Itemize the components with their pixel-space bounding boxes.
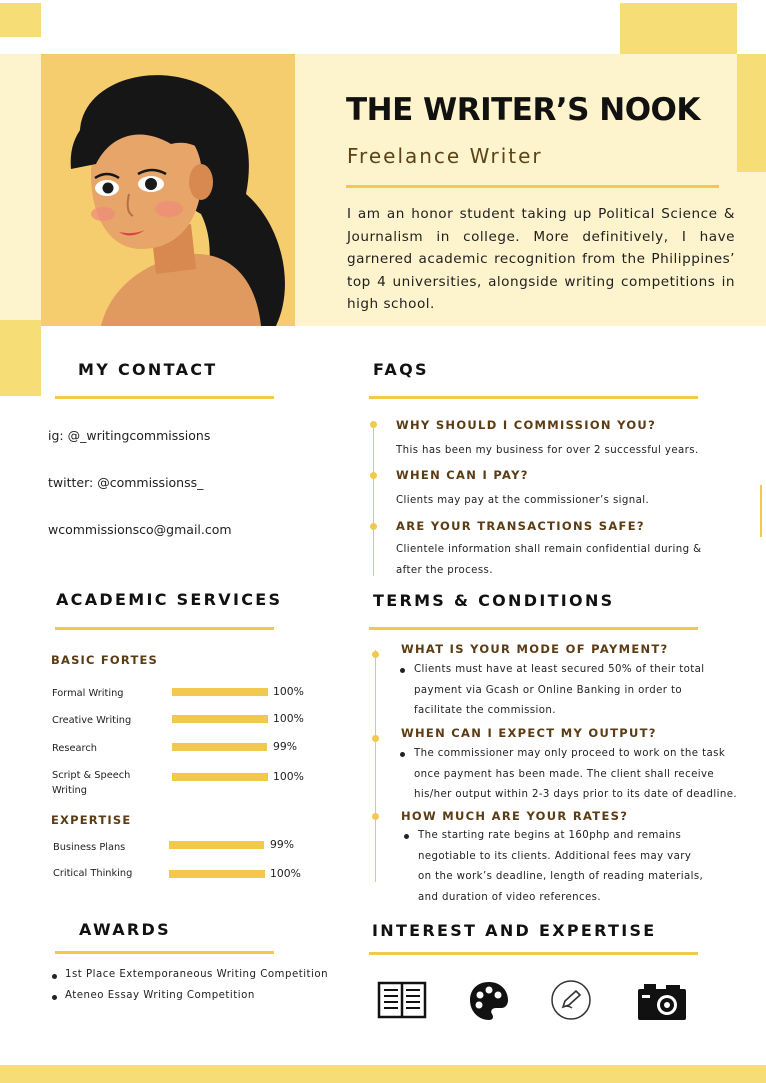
portrait <box>41 54 295 326</box>
faq-question: WHY SHOULD I COMMISSION YOU? <box>396 418 657 432</box>
skill-bar <box>172 743 267 751</box>
intro-paragraph: I am an honor student taking up Political Science & Journalism in college. More definitively, I have garnered academic recognition from the Philippines’ top 4 universities, alongside writing competitions in high school. <box>347 206 735 312</box>
academic-divider <box>55 627 274 630</box>
skill-percent: 100% <box>273 685 304 698</box>
skill-percent: 99% <box>273 740 297 753</box>
skill-percent: 99% <box>270 838 294 851</box>
interests-heading: INTEREST AND EXPERTISE <box>372 921 657 940</box>
decor-block-top-right <box>620 3 737 54</box>
portrait-illustration <box>41 54 295 326</box>
skill-percent: 100% <box>273 712 304 725</box>
faq-answer: Clientele information shall remain confidential during & <box>396 544 702 555</box>
terms-line: The commissioner may only proceed to work on the task <box>399 744 737 765</box>
faq-dot <box>370 472 377 479</box>
skill-label: Script & Speech Writing <box>52 770 131 796</box>
expertise-heading: EXPERTISE <box>51 813 132 827</box>
award-item: Ateneo Essay Writing Competition <box>52 990 255 1001</box>
terms-answer <box>403 826 703 908</box>
faq-dot <box>370 523 377 530</box>
terms-divider <box>369 627 698 630</box>
faq-dot <box>370 421 377 428</box>
terms-answer <box>399 660 705 722</box>
page-title: THE WRITER’S NOOK <box>346 92 700 128</box>
terms-timeline <box>375 650 376 882</box>
contact-email: wcommissionsco@gmail.com <box>48 522 232 537</box>
terms-line: and duration of video references. <box>418 891 602 903</box>
academic-heading: ACADEMIC SERVICES <box>56 590 283 609</box>
skill-percent: 100% <box>273 770 304 783</box>
skill-label: Critical Thinking <box>53 868 133 879</box>
terms-dot <box>372 813 379 820</box>
skill-percent: 100% <box>270 867 301 880</box>
terms-question: WHEN CAN I EXPECT MY OUTPUT? <box>401 726 657 740</box>
skill-bar <box>172 688 268 696</box>
skill-label: Formal Writing <box>52 688 124 699</box>
faq-answer: This has been my business for over 2 successful years. <box>396 445 699 456</box>
terms-dot <box>372 735 379 742</box>
terms-question: WHAT IS YOUR MODE OF PAYMENT? <box>401 642 669 656</box>
contact-divider <box>55 396 274 399</box>
skill-bar <box>169 870 265 878</box>
skill-bar <box>172 715 268 723</box>
terms-line: once payment has been made. The client shall receive <box>414 768 715 780</box>
decor-block-right <box>737 54 766 172</box>
contact-heading: MY CONTACT <box>78 360 218 379</box>
terms-line: his/her output within 2-3 days prior to its date of deadline. <box>414 789 738 801</box>
header-divider <box>346 185 719 188</box>
faq-question: ARE YOUR TRANSACTIONS SAFE? <box>396 519 645 533</box>
awards-heading: AWARDS <box>79 920 171 939</box>
faqs-heading: FAQS <box>373 360 429 379</box>
terms-heading: TERMS & CONDITIONS <box>373 591 615 610</box>
skill-bar <box>172 773 268 781</box>
terms-question: HOW MUCH ARE YOUR RATES? <box>401 809 629 823</box>
skill-label: Creative Writing <box>52 715 132 726</box>
interests-divider <box>369 952 698 955</box>
palette-icon <box>468 980 510 1022</box>
terms-line: negotiable to its clients. Additional fees may vary <box>418 850 692 862</box>
scroll-indicator <box>760 485 762 537</box>
faqs-divider <box>369 396 698 399</box>
camera-icon <box>636 980 688 1022</box>
terms-line: facilitate the commission. <box>414 705 556 717</box>
skill-bar <box>169 841 264 849</box>
pen-icon <box>550 979 592 1021</box>
faqs-timeline <box>373 424 374 576</box>
terms-line: payment via Gcash or Online Banking in order to <box>414 684 682 696</box>
skill-label: Business Plans <box>53 842 126 853</box>
terms-line: Clients must have at least secured 50% of their total <box>399 660 705 681</box>
terms-dot <box>372 651 379 658</box>
book-icon <box>377 980 427 1020</box>
basic-fortes-heading: BASIC FORTES <box>51 653 159 667</box>
decor-block-left-bottom <box>0 320 41 396</box>
faq-answer: after the process. <box>396 565 493 576</box>
contact-twitter: twitter: @commissionss_ <box>48 475 204 490</box>
awards-divider <box>55 951 274 954</box>
footer-band <box>0 1065 766 1083</box>
faq-answer: Clients may pay at the commissioner’s signal. <box>396 495 650 506</box>
terms-line: The starting rate begins at 160php and remains <box>403 826 703 847</box>
skill-label: Research <box>52 743 97 754</box>
faq-question: WHEN CAN I PAY? <box>396 468 529 482</box>
terms-line: on the work’s deadline, length of reading materials, <box>418 871 704 883</box>
award-item: 1st Place Extemporaneous Writing Competition <box>52 969 328 980</box>
decor-block-top-left <box>0 3 41 37</box>
contact-instagram: ig: @_writingcommissions <box>48 428 211 443</box>
page-subtitle: Freelance Writer <box>347 144 543 168</box>
terms-answer <box>399 744 737 806</box>
